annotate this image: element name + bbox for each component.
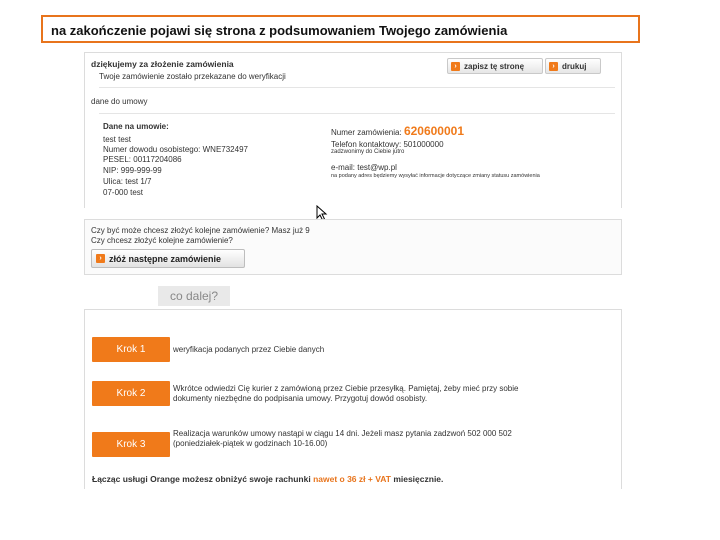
thanks-title: dziękujemy za złożenie zamówienia (91, 59, 234, 69)
step-3-text: Realizacja warunków umowy nastąpi w ciągu 14 dni. Jeżeli masz pytania zadzwoń 502 000 502 (poniedziałek-piątek w godzinach 10-16.00) (173, 429, 512, 448)
phone-sub: zadzwonimy do Ciebie jutro (331, 149, 405, 155)
step-2-badge: Krok 2 (92, 381, 170, 406)
step-2-text: Wkrótce odwiedzi Cię kurier z zamówioną przez Ciebie przesyłką. Pamiętaj, żeby mieć przy sobie dokumenty niezbędne do podpisania umowy. Przygotuj dowód osobisty. (173, 384, 519, 403)
save-page-label: zapisz tę stronę (464, 61, 525, 71)
save-page-button[interactable] (447, 58, 543, 74)
print-button[interactable] (545, 58, 601, 74)
step-1-text: weryfikacja podanych przez Ciebie danych (173, 345, 325, 354)
customer-line: Ulica: test 1/7 (103, 177, 152, 186)
divider (99, 87, 615, 88)
phone-label: Telefon kontaktowy: 501000000 (331, 140, 444, 149)
order-summary-panel (84, 52, 622, 208)
arrow-icon: › (451, 62, 460, 71)
customer-line: PESEL: 00117204086 (103, 155, 182, 164)
step-1-badge: Krok 1 (92, 337, 170, 362)
promo-text-end: miesięcznie. (393, 474, 444, 484)
promo-text: Łącząc usługi Orange możesz obniżyć swoje rachunki (92, 474, 311, 484)
email-label: e-mail: test@wp.pl (331, 163, 397, 172)
promo-highlight: nawet o 36 zł + VAT (313, 474, 391, 484)
promo-line (92, 474, 443, 484)
another-order-line2: Czy chcesz złożyć kolejne zamówienie? (91, 236, 233, 245)
customer-line: Numer dowodu osobistego: WNE732497 (103, 145, 248, 154)
customer-line: NIP: 999-999-99 (103, 166, 162, 175)
email-sub: na podany adres będziemy wysyłać informacje dotyczące zmiany statusu zamówienia (331, 173, 540, 179)
another-order-panel (84, 219, 622, 275)
print-label: drukuj (562, 61, 587, 71)
caption-text: na zakończenie pojawi się strona z podsumowaniem Twojego zamówienia (51, 23, 508, 38)
caption-box (41, 15, 640, 43)
next-order-label: złóż następne zamówienie (109, 253, 222, 264)
order-number-row (331, 124, 464, 138)
step-3-badge: Krok 3 (92, 432, 170, 457)
arrow-icon: › (549, 62, 558, 71)
whats-next-heading: co dalej? (158, 286, 230, 306)
customer-section-title: Dane na umowie: (103, 122, 169, 131)
arrow-icon: › (96, 254, 105, 263)
next-order-button[interactable] (91, 249, 245, 268)
customer-line: 07-000 test (103, 188, 144, 197)
another-order-line1: Czy być może chcesz złożyć kolejne zamówienie? Masz już 9 (91, 226, 310, 235)
divider (99, 113, 615, 114)
thanks-subtitle: Twoje zamówienie zostało przekazane do weryfikacji (99, 72, 286, 81)
contract-data-title: dane do umowy (91, 97, 148, 106)
customer-line: test test (103, 135, 132, 144)
order-number-label: Numer zamówienia: (331, 128, 402, 137)
order-number-value: 620600001 (403, 124, 465, 138)
steps-panel (84, 309, 622, 489)
